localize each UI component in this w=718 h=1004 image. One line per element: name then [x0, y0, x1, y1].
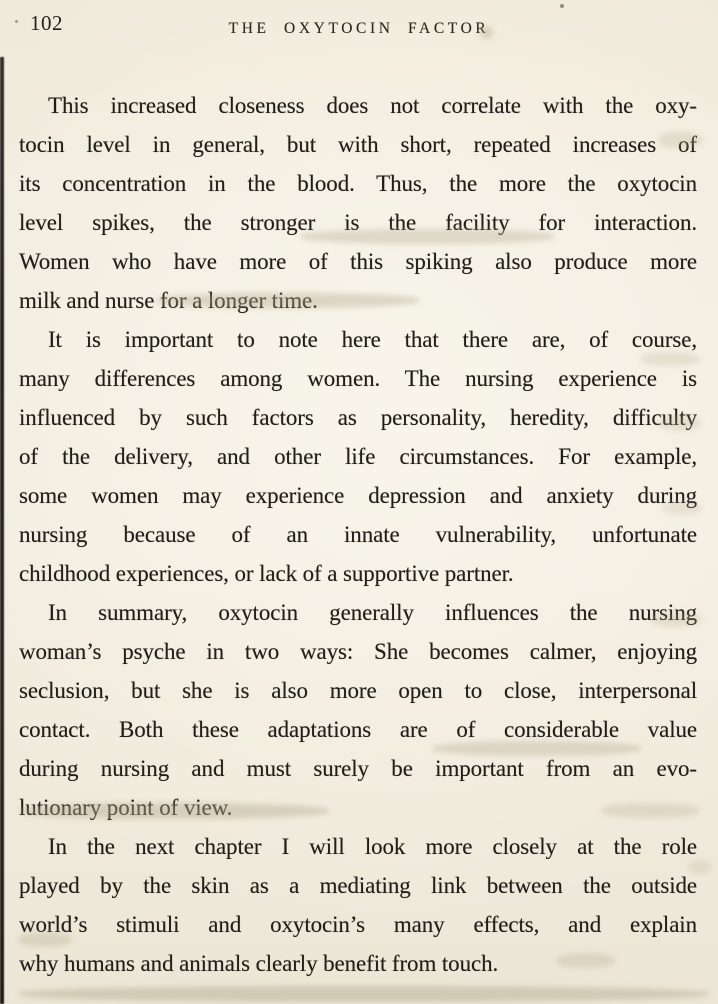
- text-line: In the next chapter I will look more closely at the role: [48, 834, 697, 859]
- text-line: This increased closeness does not correlate with the oxy-: [48, 93, 697, 118]
- text-line: played by the skin as a mediating link between the outside: [19, 873, 697, 898]
- text-line: milk and nurse for a longer time.: [19, 288, 318, 313]
- page-edge-shadow: [0, 57, 4, 1004]
- text-line: level spikes, the stronger is the facility for interaction.: [19, 210, 697, 235]
- bleed-through-smudge: [18, 986, 710, 1002]
- text-line: contact. Both these adaptations are of considerable value: [19, 717, 697, 742]
- text-line: during nursing and must surely be important from an evo-: [19, 756, 697, 781]
- text-line: In summary, oxytocin generally influences the nursing: [48, 600, 697, 625]
- text-line: seclusion, but she is also more open to close, interpersonal: [19, 678, 697, 703]
- text-line: some women may experience depression and anxiety during: [19, 483, 697, 508]
- paragraph: [19, 320, 697, 593]
- text-line: influenced by such factors as personality, heredity, difficulty: [19, 405, 697, 430]
- text-line: of the delivery, and other life circumstances. For example,: [19, 444, 697, 469]
- body-text: [19, 86, 697, 983]
- text-line: childhood experiences, or lack of a supportive partner.: [19, 561, 514, 586]
- paragraph: [19, 827, 697, 983]
- text-line: why humans and animals clearly benefit from touch.: [19, 951, 499, 976]
- text-line: woman’s psyche in two ways: She becomes calmer, enjoying: [19, 639, 697, 664]
- text-line: It is important to note here that there are, of course,: [48, 327, 697, 352]
- text-line: world’s stimuli and oxytocin’s many effects, and explain: [19, 912, 697, 937]
- text-line: Women who have more of this spiking also produce more: [19, 249, 697, 274]
- text-line: many differences among women. The nursing experience is: [19, 366, 697, 391]
- page-number: 102: [30, 11, 63, 35]
- ink-speck: [560, 4, 564, 8]
- text-line: its concentration in the blood. Thus, the more the oxytocin: [19, 171, 697, 196]
- paragraph: [19, 593, 697, 827]
- running-head-title: THE OXYTOCIN FACTOR: [228, 20, 490, 37]
- text-line: lutionary point of view.: [19, 795, 233, 820]
- text-line: tocin level in general, but with short, repeated increases of: [19, 132, 697, 157]
- paragraph: [19, 86, 697, 320]
- text-line: nursing because of an innate vulnerability, unfortunate: [19, 522, 697, 547]
